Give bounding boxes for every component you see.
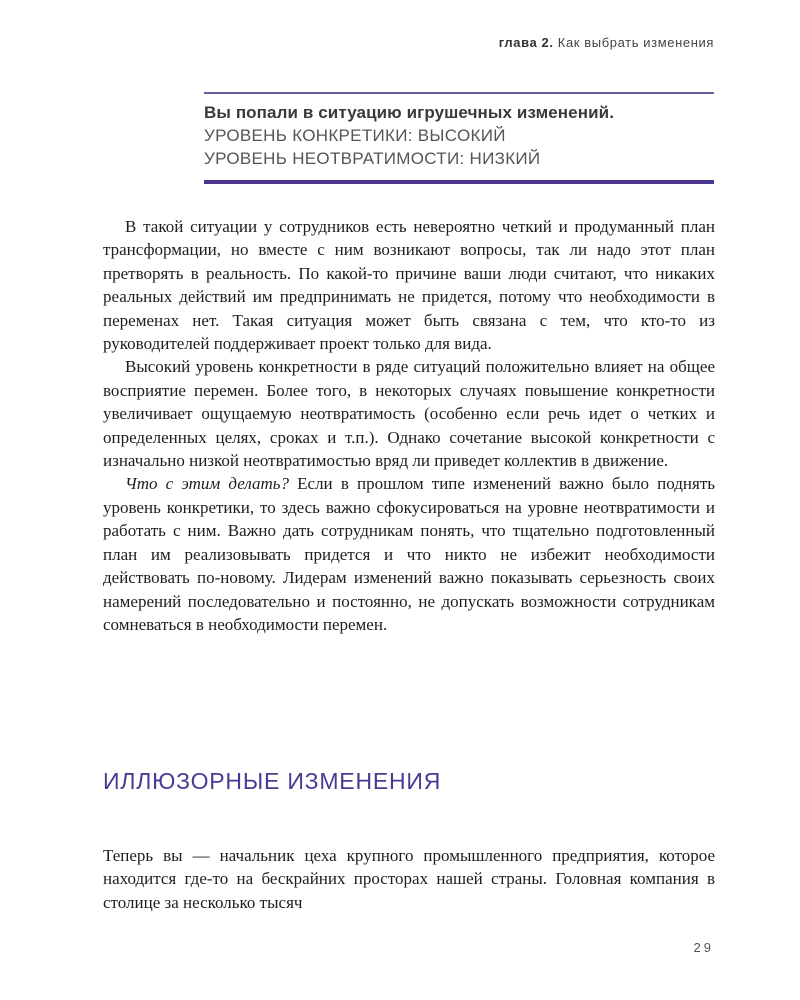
concreteness-level: УРОВЕНЬ КОНКРЕТИКИ: ВЫСОКИЙ xyxy=(204,126,506,145)
chapter-label: глава 2. xyxy=(498,35,554,50)
inevitability-level: УРОВЕНЬ НЕОТВРАТИМОСТИ: НИЗКИЙ xyxy=(204,149,541,168)
section-heading: ИЛЛЮЗОРНЫЕ ИЗМЕНЕНИЯ xyxy=(103,768,442,794)
page-number: 29 xyxy=(693,940,714,955)
body-text xyxy=(103,215,715,636)
paragraph: Теперь вы — начальник цеха крупного промышленного предприятия, которое находится где-то на бескрайних просторах нашей страны. Головная компания в столице за несколько тысяч xyxy=(103,846,715,912)
situation-callout xyxy=(204,92,714,184)
paragraph: В такой ситуации у сотрудников есть невероятно четкий и продуманный план трансформации, но вместе с ним возникают вопросы, так ли надо этот план претворять в реальность. По какой-то причине ваши люди считают, что никаких реальных действий им предпринимать не придется, потому что необходимости в переменах нет. Такая ситуация может быть связана с тем, что кто-то из руководителей поддерживает проект только для вида. xyxy=(103,217,715,354)
running-header xyxy=(499,35,714,50)
callout-title: Вы попали в ситуацию игрушечных изменений. xyxy=(204,103,615,122)
paragraph xyxy=(103,472,715,636)
paragraph-lead: Что с этим делать? xyxy=(125,474,289,494)
paragraph-text: Если в прошлом типе изменений важно было поднять уровень конкретики, то здесь важно сфокусироваться на уровне неотвратимости и работать с ним. Важно дать сотрудникам понять, что тщательно подготовленный план им реализовывать придется и что никто не избежит необходимости действовать по-новому. Лидерам изменений важно показывать серьезность своих намерений последовательно и постоянно, не допускать возможности сотрудникам сомневаться в необходимости перемен. xyxy=(103,474,715,634)
chapter-title: Как выбрать изменения xyxy=(557,35,714,50)
paragraph: Высокий уровень конкретности в ряде ситуаций положительно влияет на общее восприятие перемен. Более того, в некоторых случаях повышение конкретности увеличивает ощущаемую неотвратимость (особенно если речь идет о четких и определенных целях, сроках и т.п.). Однако сочетание высокой конкретности с изначально низкой неотвратимостью вряд ли приведет коллектив в движение. xyxy=(103,357,715,471)
section-body xyxy=(103,844,715,914)
